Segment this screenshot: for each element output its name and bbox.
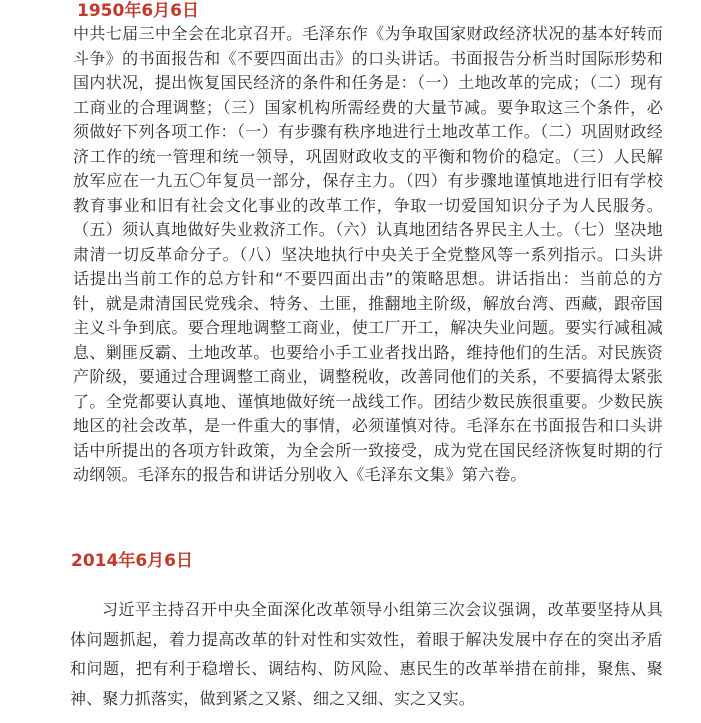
date-heading: 2014年6月6日	[71, 551, 193, 571]
entry-body-text: 中共七届三中全会在北京召开。毛泽东作《为争取国家财政经济状况的基本好转而斗争》的书面报告和《不要四面出击》的口头讲话。书面报告分析当时国际形势和国内状况，提出恢复国民经济的条件和任务是：（一）土地改革的完成；（二）现有工商业的合理调整；（三）国家机构所需经费的大量节减。要争取这三个条件，必须做好下列各项工作：（一）有步骤有秩序地进行土地改革工作。（二）巩固财政经济工作的统一管理和统一领导，巩固财政收支的平衡和物价的稳定。（三）人民解放军应在一九五〇年复员一部分，保存主力。（四）有步骤地谨慎地进行旧有学校教育事业和旧有社会文化事业的改革工作，争取一切爱国知识分子为人民服务。（五）须认真地做好失业救济工作。（六）认真地团结各界民主人士。（七）坚决地肃清一切反革命分子。（八）坚决地执行中央关于全党整风等一系列指示。口头讲话提出当前工作的总方针和“不要四面出击”的策略思想。讲话指出：当前总的方针，就是肃清国民党残余、特务、土匪，推翻地主阶级，解放台湾、西藏，跟帝国主义斗争到底。要合理地调整工商业，使工厂开工，解决失业问题。要实行减租减息、剿匪反霸、土地改革。也要给小手工业者找出路，维持他们的生活。对民族资产阶级，要通过合理调整工商业，调整税收，改善同他们的关系，不要搞得太紧张了。全党都要认真地、谨慎地做好统一战线工作。团结少数民族很重要。少数民族地区的社会改革，是一件重大的事情，必须谨慎对待。毛泽东在书面报告和口头讲话中所提出的各项方针政策，为全会所一致接受，成为党在国民经济恢复时期的行动纲领。毛泽东的报告和讲话分别收入《毛泽东文集》第六卷。	[73, 24, 663, 484]
date-heading: 1950年6月6日	[77, 1, 199, 21]
entry-body-text: 习近平主持召开中央全面深化改革领导小组第三次会议强调，改革要坚持从具体问题抓起，着力提高改革的针对性和实效性，着眼于解决发展中存在的突出矛盾和问题，把有利于稳增长、调结构、防风险、惠民生的改革举措在前排，聚焦、聚神、聚力抓落实，做到紧之又紧、细之又细、实之又实。	[70, 600, 663, 708]
